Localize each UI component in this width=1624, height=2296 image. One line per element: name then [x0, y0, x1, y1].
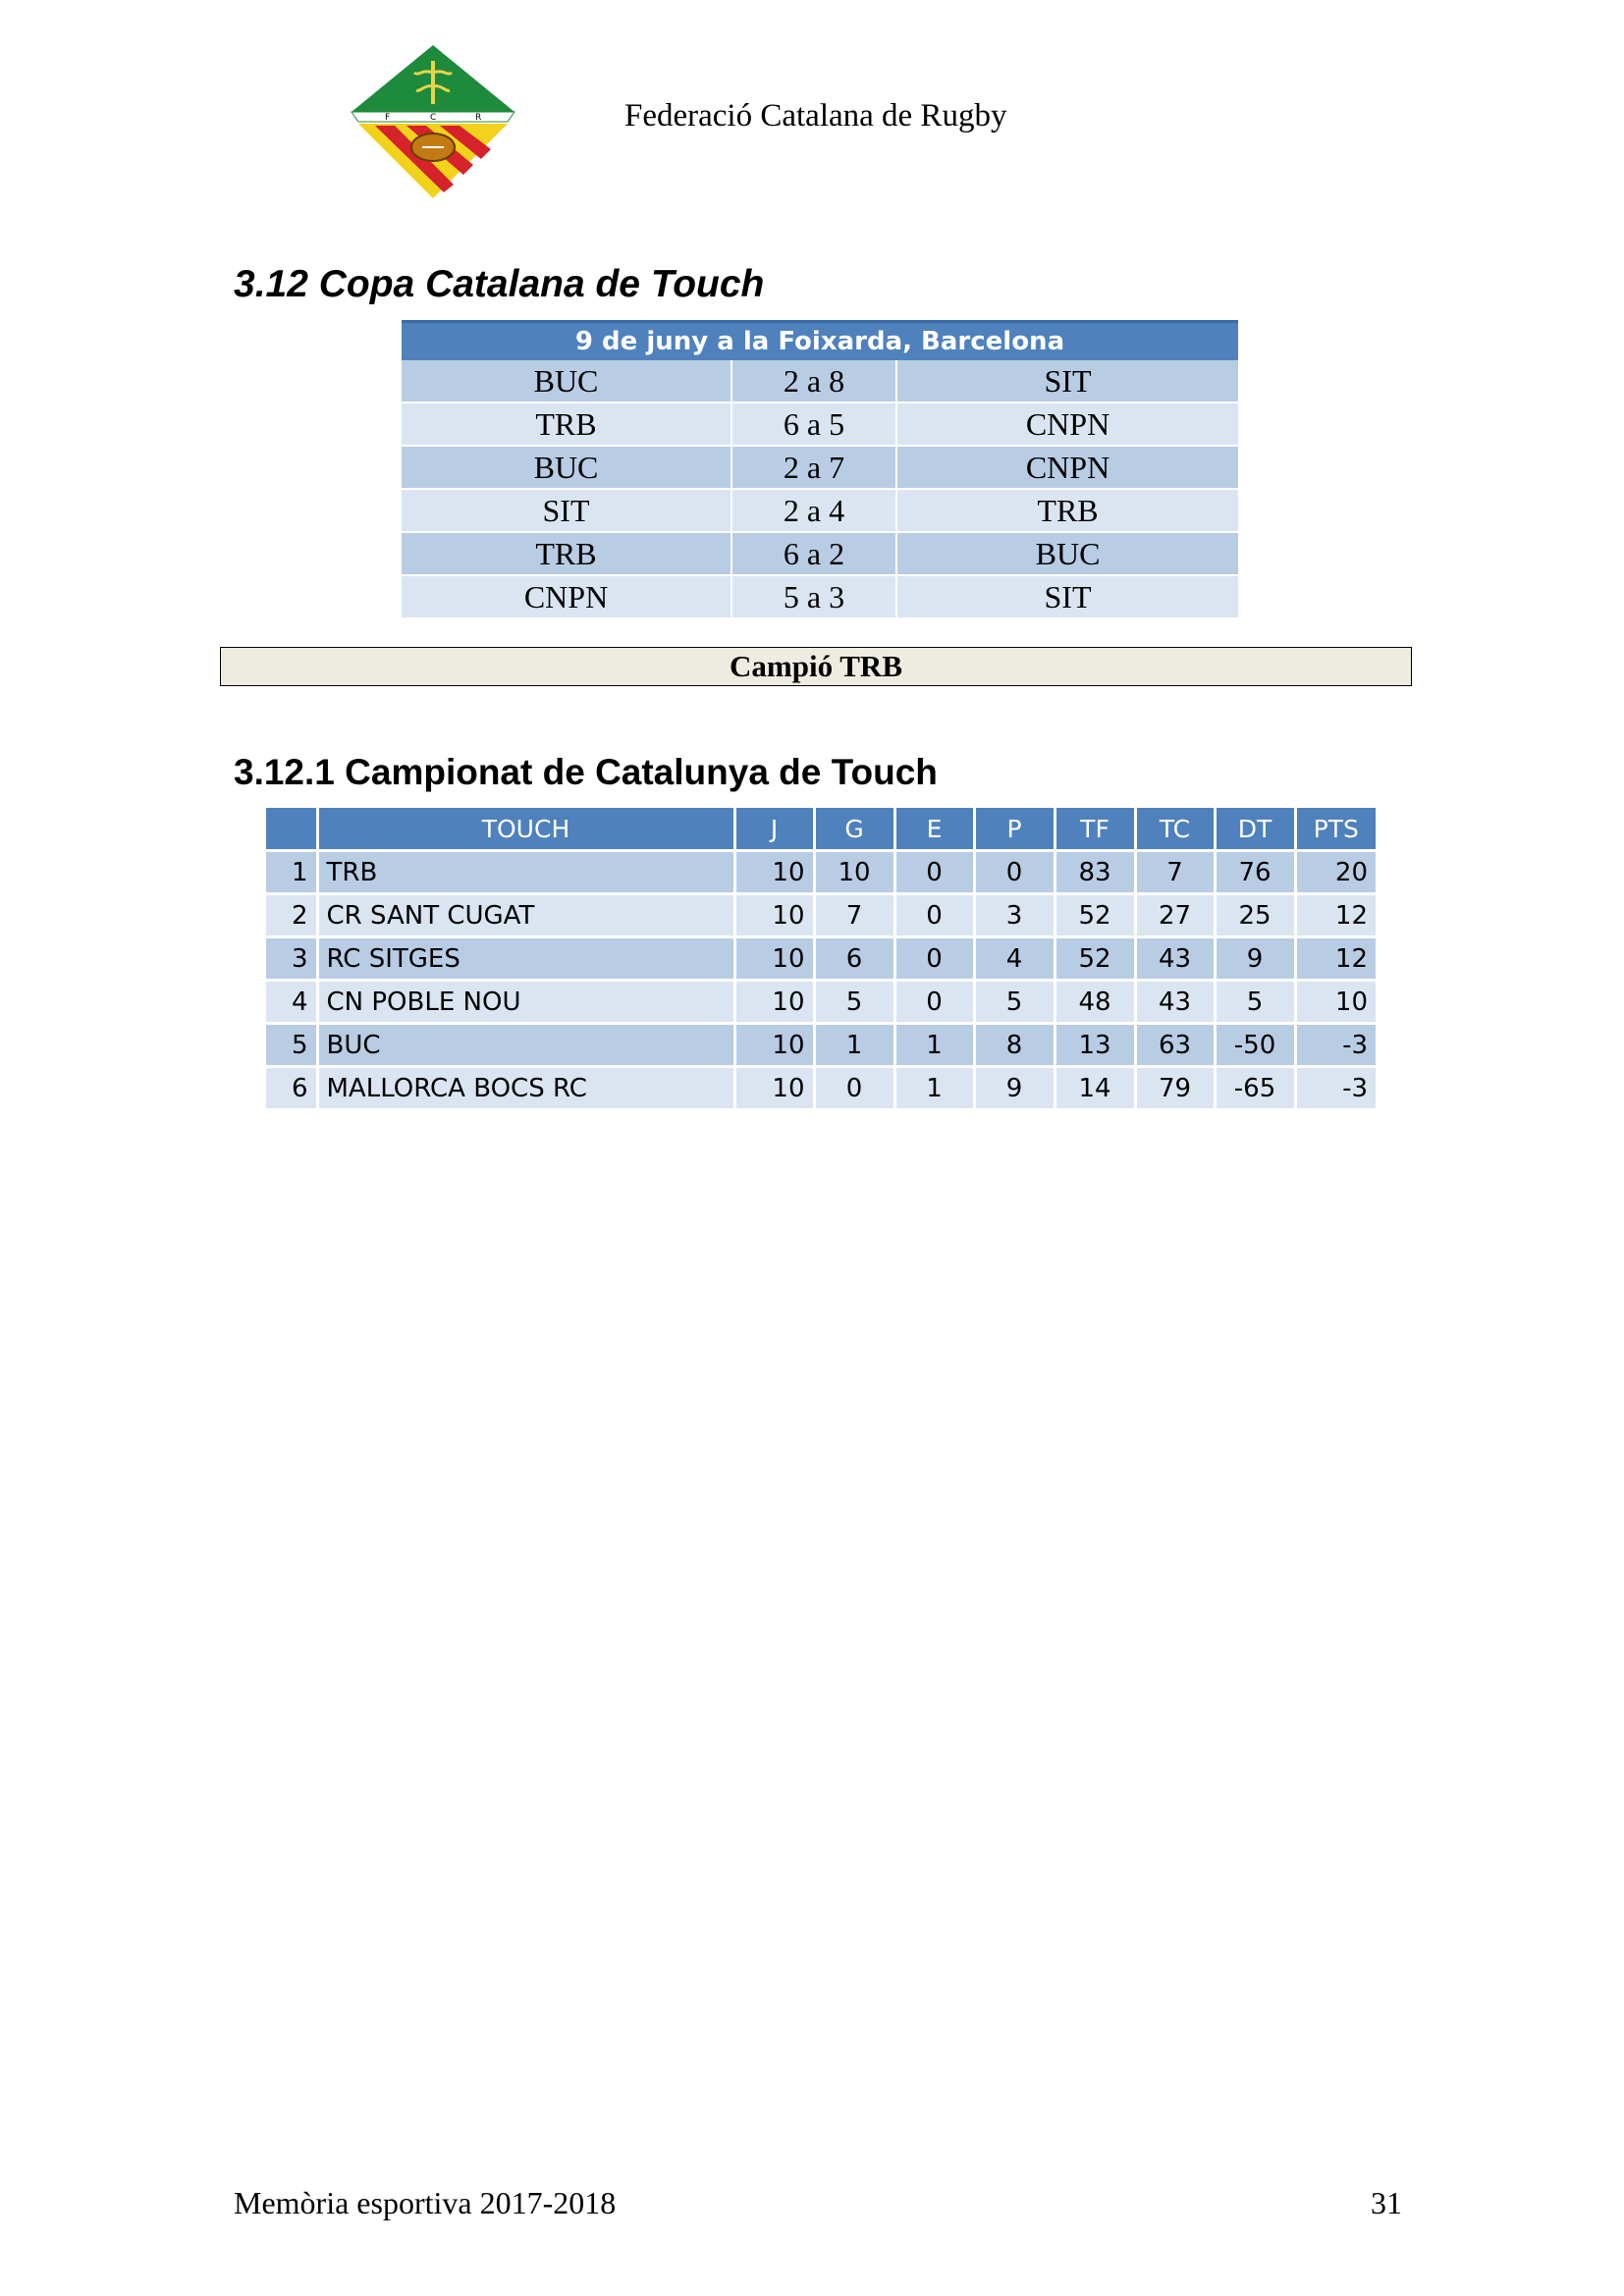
p-cell: 8 — [974, 1024, 1055, 1067]
tc-cell: 27 — [1135, 894, 1215, 937]
team-cell: TRB — [317, 851, 734, 894]
e-cell: 0 — [894, 981, 974, 1024]
header-tc: TC — [1135, 808, 1215, 851]
e-cell: 0 — [894, 937, 974, 981]
g-cell: 7 — [814, 894, 894, 937]
header-tf: TF — [1055, 808, 1135, 851]
pts-cell: 20 — [1295, 851, 1376, 894]
match-row — [402, 402, 1238, 446]
e-cell: 1 — [894, 1024, 974, 1067]
pts-cell: 12 — [1295, 894, 1376, 937]
dt-cell: 76 — [1215, 851, 1295, 894]
table-row — [266, 851, 1376, 894]
g-cell: 10 — [814, 851, 894, 894]
page-number: 31 — [1371, 2185, 1402, 2220]
match-score: 6 a 5 — [731, 402, 896, 446]
j-cell: 10 — [734, 851, 814, 894]
p-cell: 3 — [974, 894, 1055, 937]
standings-table — [266, 808, 1376, 1111]
team-cell: MALLORCA BOCS RC — [317, 1067, 734, 1110]
champion-banner: Campió TRB — [220, 647, 1412, 686]
j-cell: 10 — [734, 894, 814, 937]
home-team: BUC — [402, 360, 731, 402]
tf-cell: 14 — [1055, 1067, 1135, 1110]
team-cell: CR SANT CUGAT — [317, 894, 734, 937]
tc-cell: 63 — [1135, 1024, 1215, 1067]
logo-letter-c: C — [430, 113, 437, 123]
pos-cell: 3 — [266, 937, 317, 981]
tf-cell: 13 — [1055, 1024, 1135, 1067]
team-cell: CN POBLE NOU — [317, 981, 734, 1024]
pts-cell: 10 — [1295, 981, 1376, 1024]
table-row — [266, 1024, 1376, 1067]
header-pts: PTS — [1295, 808, 1376, 851]
away-team: CNPN — [896, 402, 1238, 446]
p-cell: 0 — [974, 851, 1055, 894]
home-team: CNPN — [402, 575, 731, 618]
dt-cell: 5 — [1215, 981, 1295, 1024]
dt-cell: -50 — [1215, 1024, 1295, 1067]
header-j: J — [734, 808, 814, 851]
header-pos — [266, 808, 317, 851]
e-cell: 0 — [894, 851, 974, 894]
team-cell: BUC — [317, 1024, 734, 1067]
table-row — [266, 937, 1376, 981]
section-title: 3.12 Copa Catalana de Touch — [234, 263, 765, 305]
tf-cell: 52 — [1055, 894, 1135, 937]
match-row — [402, 532, 1238, 575]
org-name: Federació Catalana de Rugby — [624, 98, 1007, 133]
tf-cell: 83 — [1055, 851, 1135, 894]
j-cell: 10 — [734, 981, 814, 1024]
header-dt: DT — [1215, 808, 1295, 851]
table-row — [266, 1067, 1376, 1110]
p-cell: 4 — [974, 937, 1055, 981]
match-results-table — [402, 320, 1238, 619]
match-score: 6 a 2 — [731, 532, 896, 575]
dt-cell: 25 — [1215, 894, 1295, 937]
header-p: P — [974, 808, 1055, 851]
team-cell: RC SITGES — [317, 937, 734, 981]
g-cell: 5 — [814, 981, 894, 1024]
header-team: TOUCH — [317, 808, 734, 851]
pos-cell: 6 — [266, 1067, 317, 1110]
p-cell: 9 — [974, 1067, 1055, 1110]
logo-letter-r: R — [475, 113, 482, 123]
dt-cell: -65 — [1215, 1067, 1295, 1110]
e-cell: 1 — [894, 1067, 974, 1110]
pos-cell: 1 — [266, 851, 317, 894]
match-row — [402, 575, 1238, 618]
tc-cell: 7 — [1135, 851, 1215, 894]
away-team: TRB — [896, 489, 1238, 532]
p-cell: 5 — [974, 981, 1055, 1024]
pos-cell: 2 — [266, 894, 317, 937]
match-row — [402, 489, 1238, 532]
away-team: SIT — [896, 360, 1238, 402]
home-team: SIT — [402, 489, 731, 532]
pos-cell: 5 — [266, 1024, 317, 1067]
tc-cell: 79 — [1135, 1067, 1215, 1110]
tc-cell: 43 — [1135, 937, 1215, 981]
dt-cell: 9 — [1215, 937, 1295, 981]
match-row — [402, 446, 1238, 489]
j-cell: 10 — [734, 1067, 814, 1110]
table-row — [266, 894, 1376, 937]
match-score: 2 a 4 — [731, 489, 896, 532]
pts-cell: -3 — [1295, 1067, 1376, 1110]
home-team: TRB — [402, 402, 731, 446]
header-e: E — [894, 808, 974, 851]
home-team: BUC — [402, 446, 731, 489]
subsection-title: 3.12.1 Campionat de Catalunya de Touch — [234, 752, 938, 792]
e-cell: 0 — [894, 894, 974, 937]
footer-title: Memòria esportiva 2017-2018 — [234, 2185, 617, 2220]
g-cell: 1 — [814, 1024, 894, 1067]
away-team: CNPN — [896, 446, 1238, 489]
away-team: BUC — [896, 532, 1238, 575]
match-table-caption: 9 de juny a la Foixarda, Barcelona — [402, 322, 1238, 361]
home-team: TRB — [402, 532, 731, 575]
match-score: 2 a 8 — [731, 360, 896, 402]
j-cell: 10 — [734, 1024, 814, 1067]
match-score: 5 a 3 — [731, 575, 896, 618]
pts-cell: -3 — [1295, 1024, 1376, 1067]
header-g: G — [814, 808, 894, 851]
pts-cell: 12 — [1295, 937, 1376, 981]
j-cell: 10 — [734, 937, 814, 981]
tc-cell: 43 — [1135, 981, 1215, 1024]
pos-cell: 4 — [266, 981, 317, 1024]
fcr-logo-icon — [346, 43, 520, 200]
away-team: SIT — [896, 575, 1238, 618]
g-cell: 6 — [814, 937, 894, 981]
logo-letter-f: F — [385, 113, 391, 123]
tf-cell: 48 — [1055, 981, 1135, 1024]
g-cell: 0 — [814, 1067, 894, 1110]
table-row — [266, 981, 1376, 1024]
match-row — [402, 360, 1238, 402]
match-score: 2 a 7 — [731, 446, 896, 489]
tf-cell: 52 — [1055, 937, 1135, 981]
